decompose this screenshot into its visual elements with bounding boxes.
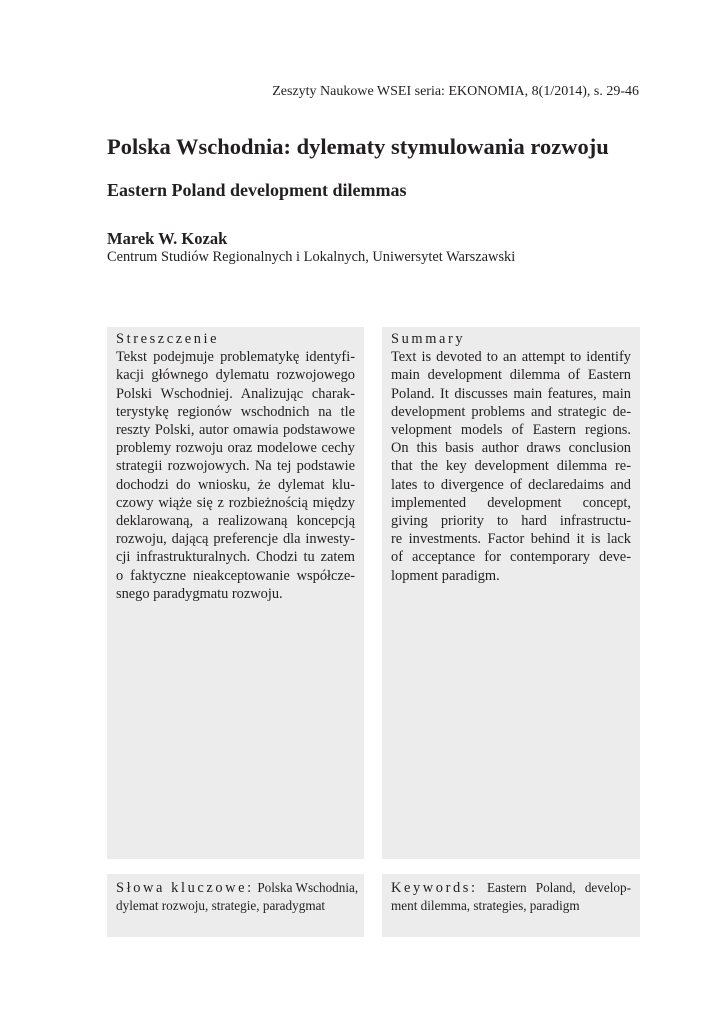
keywords-en-box bbox=[382, 874, 640, 937]
summary-line: velopment models of Eastern regions. bbox=[391, 422, 631, 439]
summary-line: On this basis author draws conclusion bbox=[391, 440, 631, 457]
summary-line: giving priority to hard infrastructu- bbox=[391, 513, 631, 530]
streszczenie-line: strategii rozwojowych. Na tej podstawie bbox=[116, 458, 355, 475]
summary-heading: Summary bbox=[391, 331, 466, 347]
streszczenie-line: deklarowaną, a realizowaną koncepcją bbox=[116, 513, 355, 530]
keywords-en-text-cont: ment dilemma, strategies, paradigm bbox=[391, 898, 580, 914]
streszczenie-line: reszty Polski, autor omawia podstawowe bbox=[116, 422, 355, 439]
streszczenie-line: cji infrastrukturalnych. Chodzi tu zatem bbox=[116, 549, 355, 566]
journal-citation: Zeszyty Naukowe WSEI seria: EKONOMIA, 8(1/2014), s. 29-46 bbox=[272, 84, 639, 99]
streszczenie-line: terystykę regionów wschodnich na tle bbox=[116, 403, 355, 420]
summary-line: Poland. It discusses main features, main bbox=[391, 385, 631, 402]
summary-line: lates to divergence of declaredaims and bbox=[391, 476, 631, 493]
keywords-pl-box bbox=[107, 874, 364, 937]
summary-line: main development dilemma of Eastern bbox=[391, 367, 631, 384]
article-subtitle: Eastern Poland development dilemmas bbox=[107, 180, 407, 200]
streszczenie-line: Tekst podejmuje problematykę identyfi- bbox=[116, 349, 355, 366]
streszczenie-line: problemy rozwoju oraz modelowe cechy bbox=[116, 440, 355, 457]
streszczenie-line: snego paradygmatu rozwoju. bbox=[116, 585, 283, 602]
keywords-pl-text-cont: dylemat rozwoju, strategie, paradygmat bbox=[116, 898, 326, 914]
keywords-en-text: Eastern Poland, develop- bbox=[487, 880, 631, 895]
summary-line: Text is devoted to an attempt to identify bbox=[391, 349, 631, 366]
streszczenie-line: czowy wiąże się z rozbieżnością między bbox=[116, 494, 355, 511]
streszczenie-line: o faktyczne nieakceptowanie współcze- bbox=[116, 567, 355, 584]
keywords-pl-label: Słowa kluczowe: bbox=[116, 880, 254, 896]
summary-box bbox=[382, 327, 640, 859]
summary-line: lopment paradigm. bbox=[391, 567, 500, 584]
streszczenie-line: kacji głównego dylematu rozwojowego bbox=[116, 367, 355, 384]
streszczenie-line: dochodzi do wniosku, że dylemat klu- bbox=[116, 476, 355, 493]
author-name: Marek W. Kozak bbox=[107, 229, 228, 248]
author-affiliation: Centrum Studiów Regionalnych i Lokalnych, Uniwersytet Warszawski bbox=[107, 249, 516, 265]
summary-line: that the key development dilemma re- bbox=[391, 458, 631, 475]
article-title: Polska Wschodnia: dylematy stymulowania rozwoju bbox=[107, 134, 609, 159]
summary-line: development problems and strategic de- bbox=[391, 403, 631, 420]
summary-line: implemented development concept, bbox=[391, 494, 631, 511]
keywords-pl-text: Polska Wschodnia, bbox=[257, 880, 359, 895]
streszczenie-box bbox=[107, 327, 364, 859]
streszczenie-line: Polski Wschodniej. Analizując charak- bbox=[116, 385, 355, 402]
summary-line: re investments. Factor behind it is lack bbox=[391, 531, 631, 548]
streszczenie-heading: Streszczenie bbox=[116, 331, 220, 347]
streszczenie-line: rozwoju, dającą preferencje dla inwesty- bbox=[116, 531, 355, 548]
keywords-en-label: Keywords: bbox=[391, 880, 478, 896]
summary-line: of acceptance for contemporary deve- bbox=[391, 549, 631, 566]
